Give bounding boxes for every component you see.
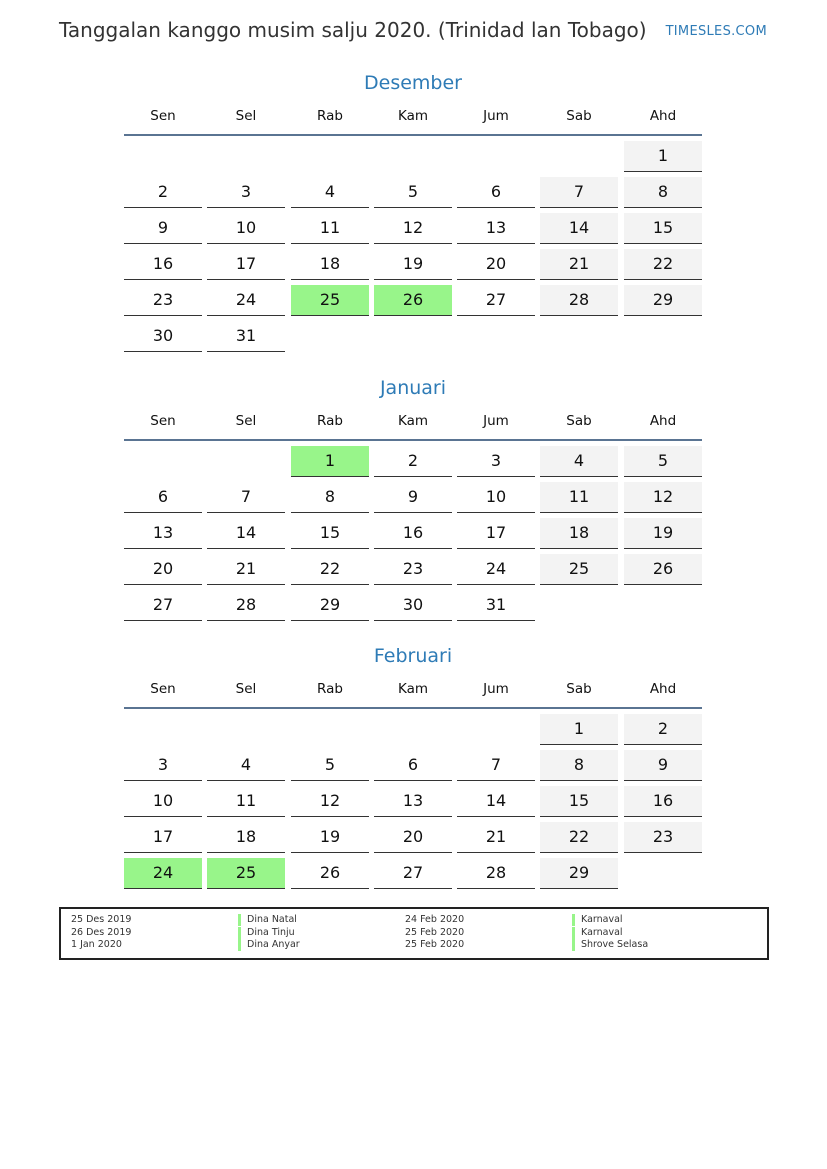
day-cell: 10 — [207, 213, 285, 244]
day-cell: 25 — [540, 554, 618, 585]
legend-holiday-name: Karnaval — [572, 914, 623, 926]
day-cell: 20 — [374, 822, 452, 853]
day-cell: 21 — [457, 822, 535, 853]
day-cell: 21 — [540, 249, 618, 280]
day-cell: 27 — [457, 285, 535, 316]
weekday-label: Jum — [483, 108, 509, 124]
day-cell: 21 — [207, 554, 285, 585]
day-cell: 17 — [207, 249, 285, 280]
day-cell: 26 — [291, 858, 369, 889]
day-cell: 23 — [124, 285, 202, 316]
day-cell: 16 — [624, 786, 702, 817]
day-cell: 14 — [457, 786, 535, 817]
day-cell: 28 — [457, 858, 535, 889]
day-cell: 4 — [540, 446, 618, 477]
day-cell: 11 — [291, 213, 369, 244]
day-cell: 18 — [291, 249, 369, 280]
day-cell: 19 — [624, 518, 702, 549]
day-cell: 4 — [207, 750, 285, 781]
day-cell: 29 — [540, 858, 618, 889]
day-cell: 23 — [624, 822, 702, 853]
day-cell: 15 — [291, 518, 369, 549]
day-cell: 5 — [374, 177, 452, 208]
day-cell: 31 — [207, 321, 285, 352]
holiday-legend — [59, 907, 769, 960]
legend-date: 26 Des 2019 — [71, 926, 132, 938]
day-cell: 6 — [374, 750, 452, 781]
day-cell: 9 — [374, 482, 452, 513]
month-title: Februari — [373, 645, 453, 667]
day-cell: 16 — [374, 518, 452, 549]
day-cell: 2 — [124, 177, 202, 208]
day-cell: 2 — [624, 714, 702, 745]
month-januari — [124, 375, 702, 614]
weekday-label: Ahd — [649, 681, 677, 697]
day-cell: 7 — [540, 177, 618, 208]
legend-date: 25 Feb 2020 — [405, 939, 465, 950]
weekday-label: Ahd — [649, 108, 677, 124]
day-cell: 13 — [374, 786, 452, 817]
holiday-day-cell: 25 — [291, 285, 369, 316]
legend-date: 1 Jan 2020 — [71, 939, 122, 950]
day-cell: 7 — [457, 750, 535, 781]
day-cell: 10 — [124, 786, 202, 817]
day-cell: 15 — [624, 213, 702, 244]
weekday-header — [124, 104, 702, 136]
day-cell: 5 — [624, 446, 702, 477]
day-cell: 18 — [207, 822, 285, 853]
day-cell: 14 — [207, 518, 285, 549]
day-cell: 30 — [124, 321, 202, 352]
day-cell: 6 — [124, 482, 202, 513]
weekday-label: Sen — [150, 413, 176, 429]
weekday-label: Kam — [397, 681, 429, 697]
day-cell: 8 — [291, 482, 369, 513]
day-cell: 4 — [291, 177, 369, 208]
day-cell: 12 — [374, 213, 452, 244]
weekday-label: Sel — [235, 413, 257, 429]
holiday-day-cell: 26 — [374, 285, 452, 316]
day-cell: 7 — [207, 482, 285, 513]
weekday-label: Jum — [483, 413, 509, 429]
weekday-label: Sel — [235, 681, 257, 697]
legend-holiday-name: Shrove Selasa — [572, 939, 648, 951]
day-cell: 16 — [124, 249, 202, 280]
weekday-label: Rab — [317, 108, 343, 124]
day-cell: 22 — [291, 554, 369, 585]
day-cell: 28 — [207, 590, 285, 621]
weekday-label: Rab — [317, 681, 343, 697]
weekday-header — [124, 409, 702, 441]
day-cell: 9 — [624, 750, 702, 781]
holiday-day-cell: 24 — [124, 858, 202, 889]
day-cell: 17 — [457, 518, 535, 549]
page-title: Tanggalan kanggo musim salju 2020. (Trinidad lan Tobago) — [59, 18, 647, 42]
legend-holiday-name: Dina Natal — [238, 914, 297, 926]
day-cell: 8 — [624, 177, 702, 208]
day-cell: 1 — [624, 141, 702, 172]
day-cell: 27 — [374, 858, 452, 889]
weekday-label: Kam — [397, 413, 429, 429]
day-cell: 17 — [124, 822, 202, 853]
day-cell: 26 — [624, 554, 702, 585]
day-cell: 3 — [457, 446, 535, 477]
day-cell: 2 — [374, 446, 452, 477]
weekday-label: Sel — [235, 108, 257, 124]
day-cell: 29 — [291, 590, 369, 621]
weekday-label: Kam — [397, 108, 429, 124]
legend-holiday-name: Dina Anyar — [238, 939, 300, 951]
holiday-day-cell: 25 — [207, 858, 285, 889]
day-cell: 29 — [624, 285, 702, 316]
day-cell: 10 — [457, 482, 535, 513]
holiday-day-cell: 1 — [291, 446, 369, 477]
month-title: Desember — [364, 72, 462, 94]
day-cell: 15 — [540, 786, 618, 817]
day-cell: 20 — [457, 249, 535, 280]
day-cell: 1 — [540, 714, 618, 745]
weekday-header — [124, 677, 702, 709]
day-cell: 24 — [207, 285, 285, 316]
day-cell: 14 — [540, 213, 618, 244]
day-cell: 3 — [207, 177, 285, 208]
weekday-label: Sab — [566, 108, 592, 124]
day-cell: 24 — [457, 554, 535, 585]
month-februari — [124, 643, 702, 882]
day-cell: 23 — [374, 554, 452, 585]
month-title: Januari — [379, 377, 447, 399]
weekday-label: Sab — [566, 681, 592, 697]
day-cell: 5 — [291, 750, 369, 781]
brand-logo[interactable]: TIMESLES.COM — [665, 24, 767, 39]
day-cell: 9 — [124, 213, 202, 244]
day-cell: 12 — [291, 786, 369, 817]
day-cell: 31 — [457, 590, 535, 621]
day-cell: 19 — [291, 822, 369, 853]
day-cell: 18 — [540, 518, 618, 549]
day-cell: 12 — [624, 482, 702, 513]
day-cell: 6 — [457, 177, 535, 208]
day-cell: 8 — [540, 750, 618, 781]
day-cell: 11 — [540, 482, 618, 513]
day-cell: 22 — [624, 249, 702, 280]
legend-date: 25 Feb 2020 — [405, 926, 465, 938]
month-desember — [124, 70, 702, 345]
weekday-label: Ahd — [649, 413, 677, 429]
day-cell: 13 — [124, 518, 202, 549]
weekday-label: Rab — [317, 413, 343, 429]
weekday-label: Sab — [566, 413, 592, 429]
weekday-label: Sen — [150, 108, 176, 124]
legend-date: 24 Feb 2020 — [405, 914, 465, 925]
day-cell: 11 — [207, 786, 285, 817]
legend-date: 25 Des 2019 — [71, 914, 132, 925]
weekday-label: Jum — [483, 681, 509, 697]
day-cell: 28 — [540, 285, 618, 316]
day-cell: 20 — [124, 554, 202, 585]
weekday-label: Sen — [150, 681, 176, 697]
day-cell: 3 — [124, 750, 202, 781]
legend-holiday-name: Karnaval — [572, 927, 623, 939]
day-cell: 19 — [374, 249, 452, 280]
day-cell: 30 — [374, 590, 452, 621]
legend-holiday-name: Dina Tinju — [238, 927, 295, 939]
day-cell: 27 — [124, 590, 202, 621]
day-cell: 22 — [540, 822, 618, 853]
day-cell: 13 — [457, 213, 535, 244]
